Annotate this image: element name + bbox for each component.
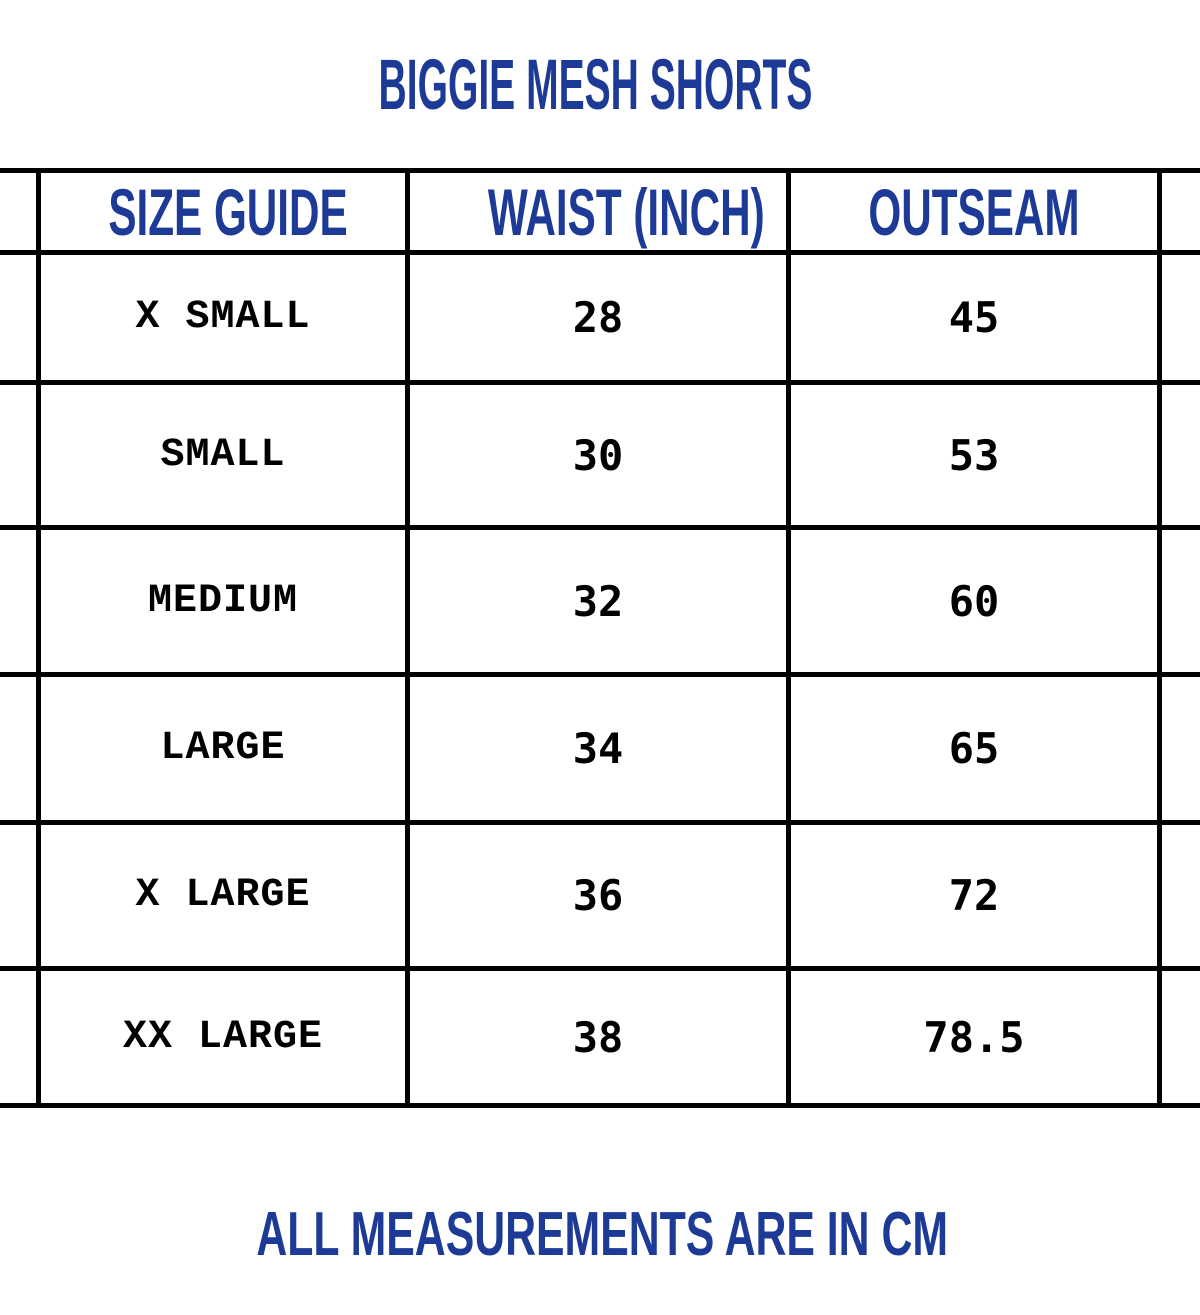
spacer-cell	[1160, 171, 1200, 253]
spacer-cell	[0, 823, 39, 969]
header-cell-size-guide: SIZE GUIDE	[39, 171, 408, 253]
table-row-xxlarge	[0, 969, 1200, 1106]
table-header-row	[0, 171, 1200, 253]
outseam-cell: 45	[789, 253, 1160, 383]
spacer-cell	[1160, 253, 1200, 383]
page-title	[0, 46, 1190, 125]
waist-cell: 28	[408, 253, 789, 383]
outseam-cell: 65	[789, 675, 1160, 823]
spacer-cell	[1160, 528, 1200, 675]
measurement-note	[0, 1200, 1200, 1269]
table-row-medium	[0, 528, 1200, 675]
size-cell: SMALL	[39, 383, 408, 528]
spacer-cell	[1160, 383, 1200, 528]
waist-cell: 34	[408, 675, 789, 823]
table-row-small	[0, 383, 1200, 528]
waist-cell: 32	[408, 528, 789, 675]
spacer-cell	[0, 528, 39, 675]
size-cell: XX LARGE	[39, 969, 408, 1106]
waist-cell: 36	[408, 823, 789, 969]
table-row-large	[0, 675, 1200, 823]
spacer-cell	[1160, 675, 1200, 823]
size-guide-table	[0, 168, 1200, 1108]
spacer-cell	[0, 253, 39, 383]
size-cell: X SMALL	[39, 253, 408, 383]
waist-cell: 30	[408, 383, 789, 528]
spacer-cell	[1160, 969, 1200, 1106]
page-title-text: BIGGIE MESH SHORTS	[378, 46, 812, 125]
spacer-cell	[0, 969, 39, 1106]
size-cell: X LARGE	[39, 823, 408, 969]
waist-cell: 38	[408, 969, 789, 1106]
measurement-note-text: ALL MEASUREMENTS ARE IN CM	[256, 1200, 948, 1269]
table-row-xlarge	[0, 823, 1200, 969]
outseam-cell: 78.5	[789, 969, 1160, 1106]
size-cell: MEDIUM	[39, 528, 408, 675]
spacer-cell	[0, 675, 39, 823]
spacer-cell	[1160, 823, 1200, 969]
spacer-cell	[0, 383, 39, 528]
header-cell-waist: WAIST (INCH)	[408, 171, 789, 253]
header-cell-outseam: OUTSEAM	[789, 171, 1160, 253]
outseam-cell: 53	[789, 383, 1160, 528]
size-cell: LARGE	[39, 675, 408, 823]
outseam-cell: 72	[789, 823, 1160, 969]
table-row-xsmall	[0, 253, 1200, 383]
outseam-cell: 60	[789, 528, 1160, 675]
spacer-cell	[0, 171, 39, 253]
